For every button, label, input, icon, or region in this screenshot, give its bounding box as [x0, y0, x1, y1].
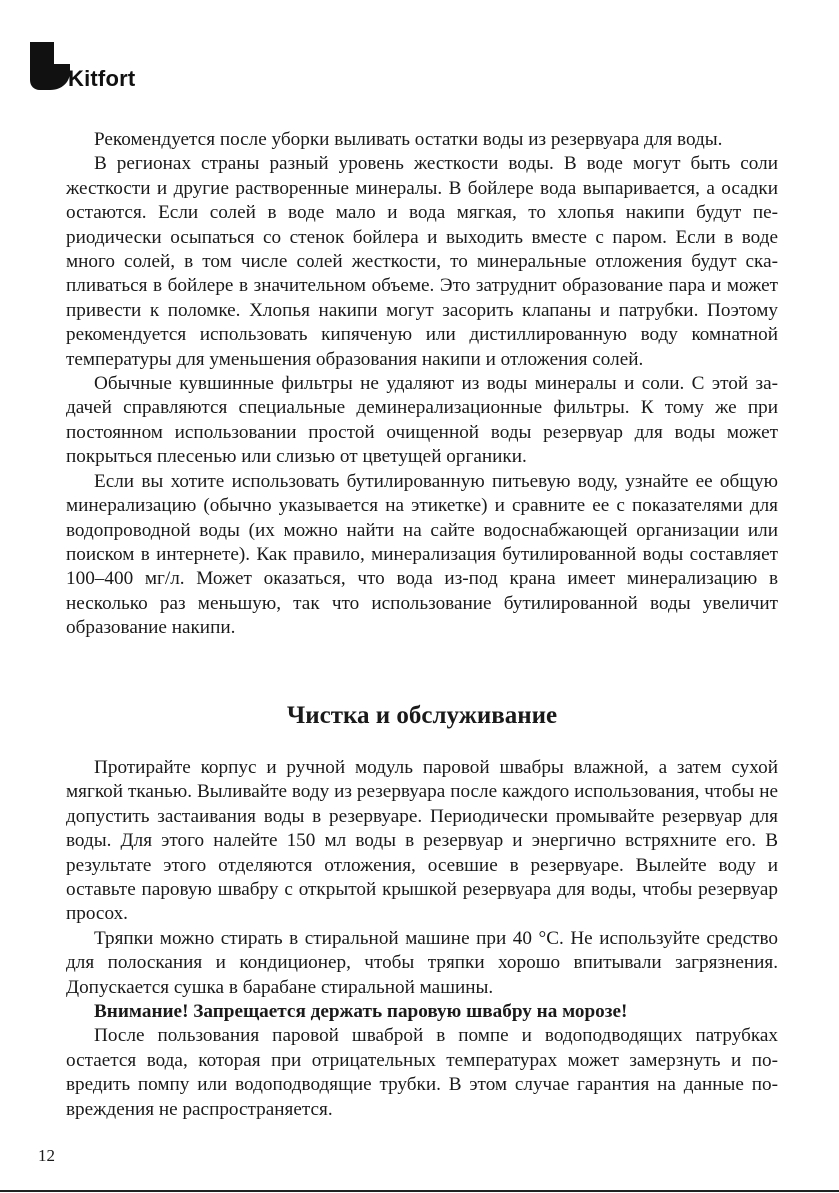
brand-logo [30, 42, 190, 102]
intro-section [66, 128, 778, 641]
brand-name: Kitfort [68, 66, 136, 91]
section-heading: Чистка и обслуживание [286, 702, 558, 729]
page-divider [0, 1190, 839, 1192]
paragraph: Если вы хотите использовать бутилированную питьевую воду, узнайте ее общую минерализацию (обычно указывается на этикетке) и сравните ее с показателями для водопроводной воды (их можно найти на сайте водоснабжающей организации или поиском в интернете). Как правило, минерализация бутилированной воды составляет 100–400 мг/л. Может оказаться, что вода из-под крана имеет минерализацию в несколько раз меньшую, так что использование бутилированной воды увеличит образование накипи. [66, 470, 778, 639]
paragraph: Обычные кувшинные фильтры не удаляют из воды минералы и соли. С этой задачей справляются специальные деминерализационные фильтры. К тому же при постоянном использовании простой очищенной воды резервуар для воды может покрыться плесенью или слизью от цветущей органики. [66, 373, 778, 468]
paragraph: После пользования паровой шваброй в помпе и водоподводящих патрубках остается вода, которая при отрицательных температурах может замерзнуть и повредить помпу или водоподводящие трубки. В этом случае гарантия на данные повреждения не распространяется. [66, 1025, 778, 1120]
paragraph: В регионах страны разный уровень жесткости воды. В воде могут быть соли жесткости и другие растворенные минералы. В бойлере вода выпаривается, а осадки остаются. Если солей в воде мало и вода мягкая, то хлопья накипи будут периодически осыпаться со стенок бойлера и выходить вместе с паром. Если в воде много солей, в том числе солей жесткости, то минеральные отложения будут скапливаться в бойлере в значительном объеме. Это затруднит образование пара и может привести к поломке. Хлопья накипи могут засорить клапаны и патрубки. Поэтому рекомендуется использовать кипяченую или дистиллированную воду комнатной температуры для уменьшения образования накипи и отложения солей. [66, 153, 778, 370]
page-number: 12 [38, 1146, 55, 1165]
paragraph: Тряпки можно стирать в стиральной машине при 40 °С. Не используйте средство для полоскания и кондиционер, чтобы тряпки хорошо впитывали загрязнения. Допускается сушка в барабане стиральной машины. [66, 927, 778, 998]
warning-text: Внимание! Запрещается держать паровую швабру на морозе! [94, 1001, 628, 1023]
paragraph: Протирайте корпус и ручной модуль паровой швабры влажной, а затем сухой мягкой тканью. Выливайте воду из резервуара после каждого использования, чтобы не допустить застаивания воды в резервуаре. Периодически промывайте резервуар для воды. Для этого налейте 150 мл воды в резервуар и энергично встряхните его. В результате этого отделяются отложения, осевшие в резервуаре. Вылейте воду и оставьте паровую швабру с открытой крышкой резервуара для воды, чтобы резервуар просох. [66, 757, 778, 925]
kitfort-logo-icon [30, 42, 70, 90]
paragraph: Рекомендуется после уборки выливать остатки воды из резервуара для воды. [94, 129, 723, 150]
cleaning-section [66, 756, 778, 1122]
